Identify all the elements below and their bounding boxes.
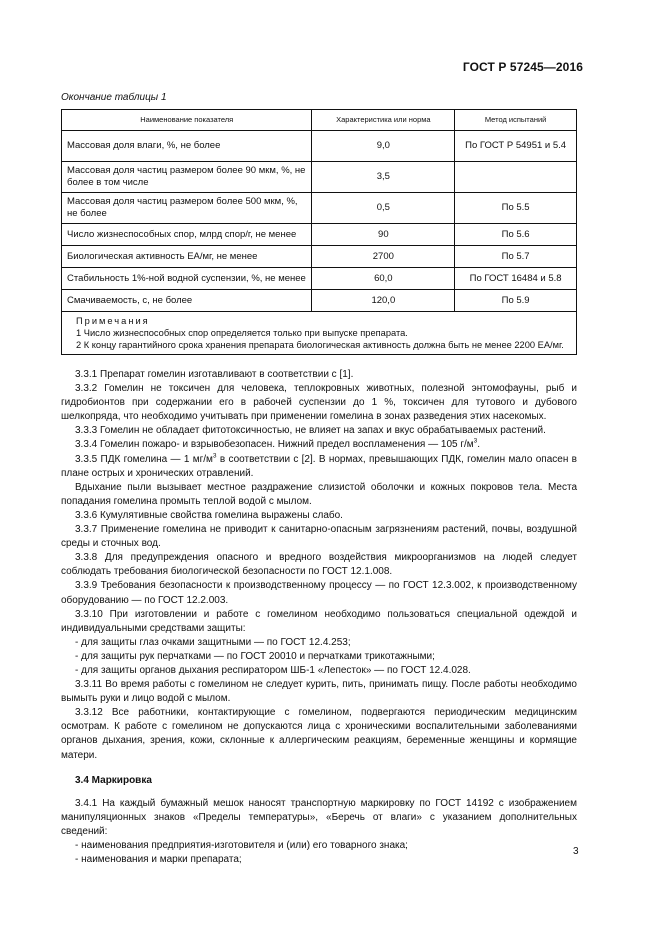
list-item: - для защиты органов дыхания респиратором ШБ-1 «Лепесток» — по ГОСТ 12.4.028. <box>75 664 471 676</box>
column-header-method: Метод испытаний <box>455 110 577 131</box>
paragraph: 3.3.9 Требования безопасности к производственному процессу — по ГОСТ 12.3.002, к производственному оборудованию — по ГОСТ 12.2.003. <box>61 580 577 606</box>
row-indicator: Биологическая активность ЕА/мг, не менее <box>62 246 312 268</box>
row-norm: 60,0 <box>312 268 455 290</box>
table-row <box>62 131 577 162</box>
table-row <box>62 290 577 312</box>
row-method: По 5.9 <box>455 290 577 312</box>
paragraph: 3.4.1 На каждый бумажный мешок наносят транспортную маркировку по ГОСТ 14192 с изображением манипуляционных знаков «Пределы температуры», «Беречь от влаги» с указанием дополнительных сведений: <box>61 797 577 837</box>
paragraph <box>61 453 577 481</box>
note-item: 1 Число жизнеспособных спор определяется только при выпуске препарата. <box>76 328 408 338</box>
table-header-row <box>62 110 577 131</box>
row-indicator: Массовая доля частиц размером более 90 мкм, %, не более в том числе <box>62 162 312 193</box>
paragraph: 3.3.10 При изготовлении и работе с гомелином необходимо пользоваться специальной одеждой и индивидуальными средствами защиты: <box>61 608 577 634</box>
table-row <box>62 193 577 224</box>
column-header-indicator: Наименование показателя <box>62 110 312 131</box>
list-item: - наименования и марки препарата; <box>75 854 242 866</box>
superscript: 3 <box>473 438 478 446</box>
row-method: По 5.7 <box>455 246 577 268</box>
paragraph-text: в соответствии с [2]. В нормах, превышающих ПДК, гомелин мало опасен в плане острых и хронических отравлений. <box>61 453 577 479</box>
row-method <box>455 162 577 193</box>
section-heading: 3.4 Маркировка <box>75 774 152 786</box>
column-header-norm: Характеристика или норма <box>312 110 455 131</box>
document-body <box>61 368 577 867</box>
paragraph-text: 3.3.5 ПДК гомелина — 1 мг/м <box>75 453 213 465</box>
paragraph: 3.3.1 Препарат гомелин изготавливают в соответствии с [1]. <box>75 369 354 380</box>
row-norm: 9,0 <box>312 131 455 162</box>
table-row <box>62 246 577 268</box>
row-indicator: Число жизнеспособных спор, млрд спор/г, не менее <box>62 224 312 246</box>
row-method: По ГОСТ 16484 и 5.8 <box>455 268 577 290</box>
table-row <box>62 162 577 193</box>
paragraph-text: . <box>477 439 481 451</box>
notes-title: Примечания <box>76 316 150 326</box>
paragraph: 3.3.8 Для предупреждения опасного и вредного воздействия микроорганизмов на людей следует соблюдать требования биологической безопасности по ГОСТ 12.1.008. <box>61 552 577 578</box>
paragraph-text: 3.3.4 Гомелин пожаро- и взрывобезопасен. Нижний предел воспламенения — 105 г/м <box>75 439 474 451</box>
row-norm: 0,5 <box>312 193 455 224</box>
row-method: По ГОСТ Р 54951 и 5.4 <box>455 131 577 162</box>
row-norm: 120,0 <box>312 290 455 312</box>
list-item: - для защиты рук перчатками — по ГОСТ 20010 и перчатками трикотажными; <box>75 650 435 662</box>
list-item: - наименования предприятия-изготовителя и (или) его товарного знака; <box>75 840 408 851</box>
row-indicator: Смачиваемость, с, не более <box>62 290 312 312</box>
superscript: 3 <box>212 452 217 460</box>
row-norm: 90 <box>312 224 455 246</box>
note-item: 2 К концу гарантийного срока хранения препарата биологическая активность должна быть не менее 2200 ЕА/мг. <box>76 340 564 350</box>
paragraph <box>61 438 577 452</box>
paragraph: 3.3.11 Во время работы с гомелином не следует курить, пить, принимать пищу. После работы необходимо вымыть руки и лицо водой с мылом. <box>61 679 577 705</box>
paragraph: Вдыхание пыли вызывает местное раздражение слизистой оболочки и кожных покровов тела. Места попадания гомелина промыть теплой водой с мылом. <box>61 481 577 507</box>
paragraph: 3.3.6 Кумулятивные свойства гомелина выражены слабо. <box>75 509 343 521</box>
table-row <box>62 268 577 290</box>
row-method: По 5.5 <box>455 193 577 224</box>
list-item: - для защиты глаз очками защитными — по ГОСТ 12.4.253; <box>75 636 351 648</box>
row-norm: 2700 <box>312 246 455 268</box>
paragraph: 3.3.12 Все работники, контактирующие с гомелином, подвергаются периодическим медицинским осмотрам. К работе с гомелином не допускаются лица с хроническими воспалительными заболеваниями органов дыхания, зрения, кожи, склонные к аллергическим реакциям, беременные женщины и кормящие матери. <box>61 707 577 761</box>
standard-designation: ГОСТ Р 57245—2016 <box>462 60 583 74</box>
paragraph: 3.3.7 Применение гомелина не приводит к санитарно-опасным загрязнениям растений, почвы, воздушной среды и сточных вод. <box>61 524 577 550</box>
paragraph: 3.3.2 Гомелин не токсичен для человека, теплокровных животных, полезной энтомофауны, рыб и гидробионтов при содержании его в рабочей суспензии до 1 %, токсичен для тутового и дубового шелкопряда, что необходимо учитывать при применении гомелина в зонах разведения этих насекомых. <box>61 383 577 423</box>
row-indicator: Стабильность 1%-ной водной суспензии, %, не менее <box>62 268 312 290</box>
paragraph: 3.3.3 Гомелин не обладает фитотоксичностью, не влияет на запах и вкус обрабатываемых растений. <box>75 425 546 437</box>
table-notes-row <box>62 312 577 355</box>
table-row <box>62 224 577 246</box>
row-norm: 3,5 <box>312 162 455 193</box>
row-indicator: Массовая доля частиц размером более 500 мкм, %, не более <box>62 193 312 224</box>
specification-table <box>61 109 577 355</box>
table-notes <box>62 312 577 355</box>
table-caption: Окончание таблицы 1 <box>61 92 167 103</box>
row-method: По 5.6 <box>455 224 577 246</box>
page-number: 3 <box>573 846 579 857</box>
row-indicator: Массовая доля влаги, %, не более <box>62 131 312 162</box>
